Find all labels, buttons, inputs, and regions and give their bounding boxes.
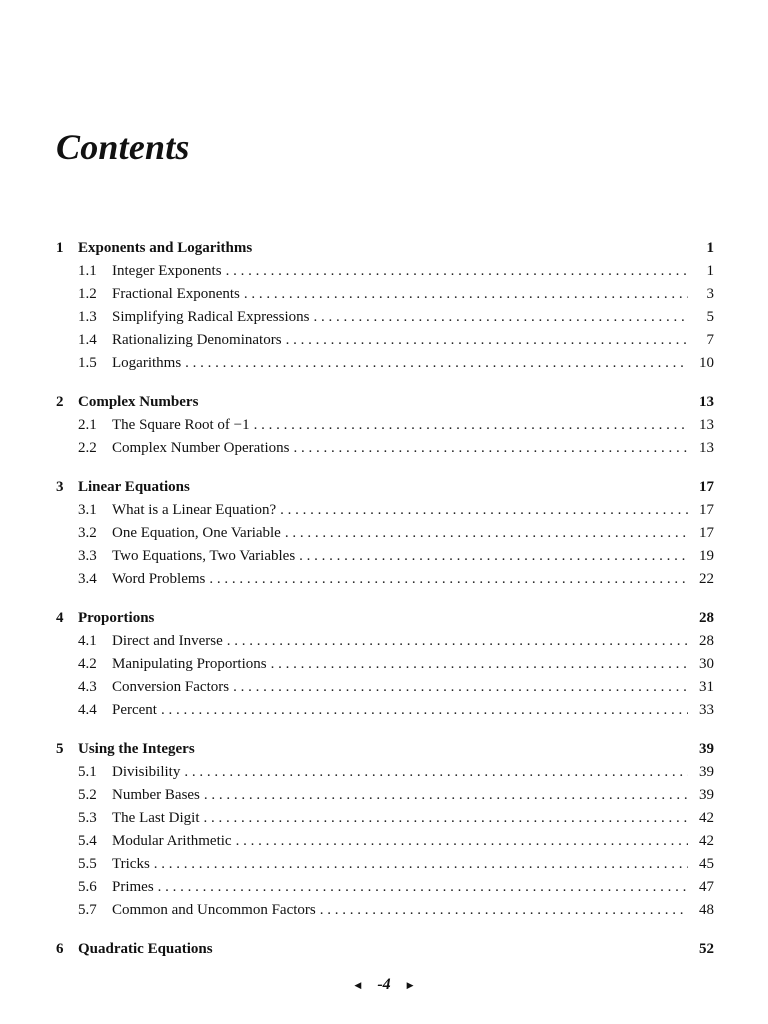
section-number: 5.5 — [78, 856, 97, 872]
chapter-page: 17 — [699, 479, 714, 495]
toc-chapter — [56, 741, 714, 925]
toc-chapter — [56, 941, 714, 964]
section-page: 17 — [699, 502, 714, 518]
section-number: 4.4 — [78, 702, 97, 718]
triangle-left-icon[interactable]: ◀ — [354, 979, 362, 990]
section-number: 4.1 — [78, 633, 97, 649]
dot-leader — [244, 286, 688, 303]
dot-leader — [161, 702, 688, 719]
toc-section-row[interactable] — [56, 502, 714, 525]
section-page: 47 — [699, 879, 714, 895]
toc-chapter — [56, 479, 714, 594]
section-title: Complex Number Operations — [112, 440, 290, 456]
section-title: Modular Arithmetic — [112, 833, 232, 849]
dot-leader — [158, 879, 688, 896]
page-number: -4 — [377, 976, 391, 993]
section-page: 28 — [699, 633, 714, 649]
section-number: 1.4 — [78, 332, 97, 348]
triangle-right-icon[interactable]: ▶ — [406, 979, 414, 990]
section-title: One Equation, One Variable — [112, 525, 281, 541]
toc-section-row[interactable] — [56, 309, 714, 332]
section-title: Conversion Factors — [112, 679, 230, 695]
section-number: 5.2 — [78, 787, 97, 803]
section-number: 3.2 — [78, 525, 97, 541]
dot-leader — [185, 355, 688, 372]
dot-leader — [236, 833, 688, 850]
toc-section-row[interactable] — [56, 633, 714, 656]
toc-section-row[interactable] — [56, 679, 714, 702]
page-footer — [0, 976, 768, 994]
section-title: Divisibility — [112, 764, 181, 780]
chapter-page: 1 — [706, 240, 714, 256]
section-page: 45 — [699, 856, 714, 872]
dot-leader — [204, 787, 688, 804]
toc-chapter — [56, 240, 714, 378]
section-number: 4.3 — [78, 679, 97, 695]
toc-section-row[interactable] — [56, 764, 714, 787]
toc-chapter-row[interactable] — [56, 741, 714, 764]
section-page: 13 — [699, 440, 714, 456]
section-title: Simplifying Radical Expressions — [112, 309, 310, 325]
section-title: Manipulating Proportions — [112, 656, 267, 672]
chapter-page: 13 — [699, 394, 714, 410]
section-number: 5.7 — [78, 902, 97, 918]
section-page: 10 — [699, 355, 714, 371]
section-page: 30 — [699, 656, 714, 672]
chapter-number: 6 — [56, 941, 64, 957]
chapter-number: 3 — [56, 479, 64, 495]
toc-chapter — [56, 610, 714, 725]
dot-leader — [226, 263, 688, 280]
section-page: 39 — [699, 787, 714, 803]
section-page: 19 — [699, 548, 714, 564]
section-title: Number Bases — [112, 787, 200, 803]
section-number: 1.5 — [78, 355, 97, 371]
chapter-page: 52 — [699, 941, 714, 957]
chapter-number: 4 — [56, 610, 64, 626]
section-title: Percent — [112, 702, 157, 718]
chapter-title: Using the Integers — [78, 741, 195, 757]
toc-section-row[interactable] — [56, 548, 714, 571]
toc-section-row[interactable] — [56, 332, 714, 355]
dot-leader — [203, 810, 688, 827]
dot-leader — [320, 902, 688, 919]
page-title: Contents — [56, 127, 190, 167]
section-title: Word Problems — [112, 571, 206, 587]
section-page: 17 — [699, 525, 714, 541]
section-page: 22 — [699, 571, 714, 587]
section-number: 5.6 — [78, 879, 97, 895]
section-page: 42 — [699, 833, 714, 849]
section-number: 1.2 — [78, 286, 97, 302]
dot-leader — [209, 571, 688, 588]
dot-leader — [285, 525, 688, 542]
dot-leader — [271, 656, 688, 673]
section-number: 2.2 — [78, 440, 97, 456]
section-title: Two Equations, Two Variables — [112, 548, 296, 564]
dot-leader — [254, 417, 688, 434]
chapter-page: 39 — [699, 741, 714, 757]
chapter-title: Exponents and Logarithms — [78, 240, 253, 256]
section-page: 3 — [706, 286, 714, 302]
section-number: 3.1 — [78, 502, 97, 518]
dot-leader — [286, 332, 688, 349]
dot-leader — [233, 679, 688, 696]
section-title: Primes — [112, 879, 154, 895]
toc-section-row[interactable] — [56, 902, 714, 925]
toc-section-row[interactable] — [56, 440, 714, 463]
section-title: The Last Digit — [112, 810, 200, 826]
toc-chapter — [56, 394, 714, 463]
section-page: 13 — [699, 417, 714, 433]
section-title: Fractional Exponents — [112, 286, 240, 302]
toc-section-row[interactable] — [56, 656, 714, 679]
section-number: 1.3 — [78, 309, 97, 325]
section-page: 48 — [699, 902, 714, 918]
dot-leader — [280, 502, 688, 519]
dot-leader — [299, 548, 688, 565]
dot-leader — [313, 309, 688, 326]
chapter-title: Complex Numbers — [78, 394, 199, 410]
section-page: 33 — [699, 702, 714, 718]
section-number: 5.1 — [78, 764, 97, 780]
chapter-title: Quadratic Equations — [78, 941, 213, 957]
dot-leader — [184, 764, 688, 781]
chapter-page: 28 — [699, 610, 714, 626]
toc-chapter-row[interactable] — [56, 479, 714, 502]
section-page: 5 — [706, 309, 714, 325]
section-page: 31 — [699, 679, 714, 695]
section-number: 4.2 — [78, 656, 97, 672]
section-number: 1.1 — [78, 263, 97, 279]
toc-section-row[interactable] — [56, 787, 714, 810]
toc-chapter-row[interactable] — [56, 610, 714, 633]
toc-section-row[interactable] — [56, 525, 714, 548]
chapter-number: 5 — [56, 741, 64, 757]
chapter-title: Linear Equations — [78, 479, 190, 495]
toc-section-row[interactable] — [56, 417, 714, 440]
section-title: What is a Linear Equation? — [112, 502, 277, 518]
section-page: 1 — [706, 263, 714, 279]
table-of-contents — [56, 240, 714, 980]
section-title: The Square Root of −1 — [112, 417, 250, 433]
section-title: Logarithms — [112, 355, 182, 371]
section-number: 5.4 — [78, 833, 97, 849]
section-title: Direct and Inverse — [112, 633, 223, 649]
section-number: 5.3 — [78, 810, 97, 826]
dot-leader — [227, 633, 688, 650]
toc-section-row[interactable] — [56, 833, 714, 856]
toc-section-row[interactable] — [56, 286, 714, 309]
chapter-title: Proportions — [78, 610, 155, 626]
section-number: 3.3 — [78, 548, 97, 564]
dot-leader — [293, 440, 688, 457]
toc-section-row[interactable] — [56, 263, 714, 286]
section-page: 7 — [706, 332, 714, 348]
toc-section-row[interactable] — [56, 879, 714, 902]
section-title: Integer Exponents — [112, 263, 222, 279]
toc-section-row[interactable] — [56, 856, 714, 879]
section-page: 39 — [699, 764, 714, 780]
section-number: 3.4 — [78, 571, 97, 587]
toc-section-row[interactable] — [56, 355, 714, 378]
section-title: Rationalizing Denominators — [112, 332, 282, 348]
toc-section-row[interactable] — [56, 810, 714, 833]
toc-chapter-row[interactable] — [56, 941, 714, 964]
toc-section-row[interactable] — [56, 702, 714, 725]
section-title: Tricks — [112, 856, 150, 872]
dot-leader — [154, 856, 688, 873]
toc-chapter-row[interactable] — [56, 240, 714, 263]
section-page: 42 — [699, 810, 714, 826]
section-title: Common and Uncommon Factors — [112, 902, 316, 918]
toc-chapter-row[interactable] — [56, 394, 714, 417]
toc-section-row[interactable] — [56, 571, 714, 594]
section-number: 2.1 — [78, 417, 97, 433]
chapter-number: 2 — [56, 394, 64, 410]
chapter-number: 1 — [56, 240, 64, 256]
